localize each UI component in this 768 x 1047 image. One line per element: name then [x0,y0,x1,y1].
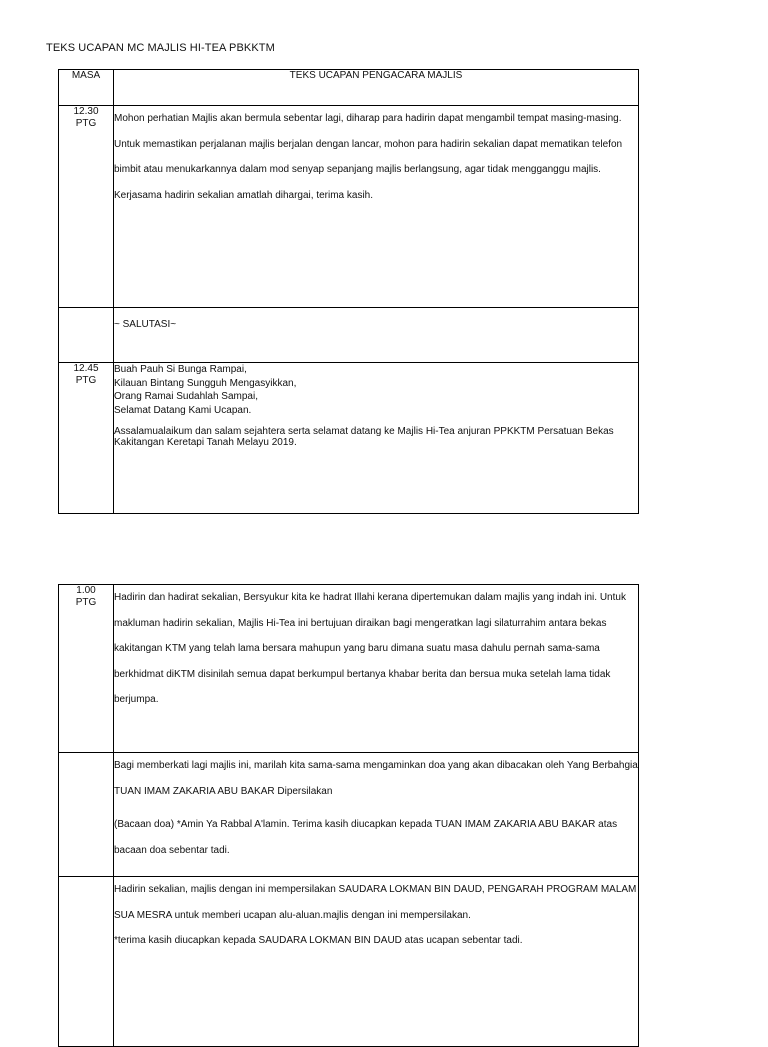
table-row [59,877,639,1047]
speech-paragraph: (Bacaan doa) *Amin Ya Rabbal A'lamin. Terima kasih diucapkan kepada TUAN IMAM ZAKARIA ABU BAKAR atas bacaan doa sebentar tadi. [114,819,618,856]
table-row [59,308,639,363]
time-cell [59,106,114,308]
speech-table-2 [58,584,639,1047]
speech-text-cell [114,585,639,753]
table-row [59,363,639,514]
speech-text-cell [114,753,639,877]
time-cell [59,308,114,363]
pantun-line: Selamat Datang Kami Ucapan. [114,404,252,416]
speech-table-1 [58,69,639,514]
pantun-line: Kilauan Bintang Sungguh Mengasyikkan, [114,377,297,389]
pantun-stanza [114,363,638,417]
time-cell [59,363,114,514]
time-cell [59,877,114,1047]
speech-text-cell [114,877,639,1047]
time-cell [59,753,114,877]
speech-paragraph: Mohon perhatian Majlis akan bermula sebentar lagi, diharap para hadirin dapat mengambil tempat masing-masing. Untuk memastikan perjalanan majlis berjalan dengan lancar, mohon para hadirin sekalian dapat mematikan telefon bimbit atau menukarkannya dalam mod senyap sepanjang majlis berlangsung, agar tidak mengganggu majlis. Kerjasama hadirin sekalian amatlah dihargai, terima kasih. [114,113,623,201]
table-row [59,753,639,877]
time-period: PTG [75,597,97,608]
time-value: 1.00 [76,585,96,596]
salutasi-label: ~ SALUTASI~ [114,319,177,330]
speech-text-cell [114,106,639,308]
header-masa: MASA [59,70,114,106]
speech-paragraph: Assalamualaikum dan salam sejahtera serta selamat datang ke Majlis Hi-Tea anjuran PPKKTM Persatuan Bekas Kakitangan Keretapi Tanah Melayu 2019. [114,426,614,448]
time-period: PTG [75,375,97,386]
speech-paragraph: Hadirin dan hadirat sekalian, Bersyukur kita ke hadrat Illahi kerana dipertemukan dalam majlis yang indah ini. Untuk makluman hadirin sekalian, Majlis Hi-Tea ini bertujuan diraikan bagi mengeratkan lagi silaturrahim antara bekas kakitangan KTM yang telah lama bersara mahupun yang baru dimana suatu masa dahulu pernah sama-sama berkhidmat diKTM disinilah semua dapat berkumpul bertanya khabar berita dan bersua muka setelah lama tidak berjumpa. [114,592,626,705]
speech-text-cell [114,363,639,514]
table-row [59,106,639,308]
table-header-row [59,70,639,106]
document-title: TEKS UCAPAN MC MAJLIS HI-TEA PBKKTM [46,42,275,54]
header-teks-ucapan: TEKS UCAPAN PENGACARA MAJLIS [114,70,639,106]
time-value: 12.45 [73,363,99,374]
salutasi-cell [114,308,639,363]
time-period: PTG [75,118,97,129]
table-row [59,585,639,753]
time-value: 12.30 [73,106,99,117]
pantun-line: Buah Pauh Si Bunga Rampai, [114,364,247,375]
speech-paragraph: Hadirin sekalian, majlis dengan ini mempersilakan SAUDARA LOKMAN BIN DAUD, PENGARAH PROGRAM MALAM SUA MESRA untuk memberi ucapan alu-aluan.majlis dengan ini mempersilakan. [114,884,637,921]
pantun-line: Orang Ramai Sudahlah Sampai, [114,391,258,402]
speech-paragraph: Bagi memberkati lagi majlis ini, marilah kita sama-sama mengaminkan doa yang akan dibacakan oleh Yang Berbahgia TUAN IMAM ZAKARIA ABU BAKAR Dipersilakan [114,760,638,797]
time-cell [59,585,114,753]
speech-paragraph: *terima kasih diucapkan kepada SAUDARA LOKMAN BIN DAUD atas ucapan sebentar tadi. [114,935,523,946]
